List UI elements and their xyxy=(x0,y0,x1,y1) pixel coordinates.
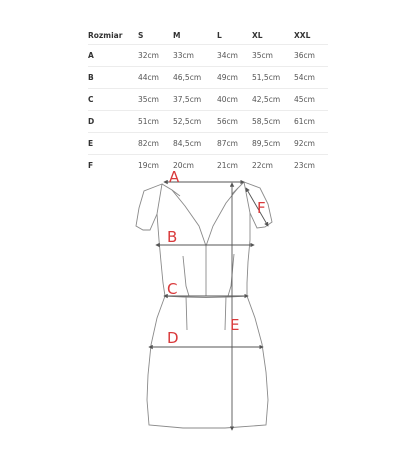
row-label: C xyxy=(88,89,138,111)
table-cell: 49cm xyxy=(217,67,252,89)
row-label: D xyxy=(88,111,138,133)
table-cell: 44cm xyxy=(138,67,173,89)
table-cell: 42,5cm xyxy=(252,89,294,111)
header-cell: Rozmiar xyxy=(88,30,123,40)
collar-edge xyxy=(172,188,238,196)
measure-f-label: F xyxy=(257,199,266,217)
table-cell: 89,5cm xyxy=(252,133,294,155)
table-cell: 51cm xyxy=(138,111,173,133)
measure-d-label: D xyxy=(167,329,179,347)
table-cell: 20cm xyxy=(173,155,217,177)
table-cell: 52,5cm xyxy=(173,111,217,133)
table-cell: 19cm xyxy=(138,155,173,177)
table-cell: 35cm xyxy=(252,45,294,67)
measure-c-label: C xyxy=(167,280,178,298)
header-cell: M xyxy=(173,30,181,40)
measure-a-label: A xyxy=(169,168,180,186)
table-cell: 45cm xyxy=(294,89,328,111)
table-cell: 84,5cm xyxy=(173,133,217,155)
table-cell: 61cm xyxy=(294,111,328,133)
skirt xyxy=(147,296,268,428)
table-cell: 35cm xyxy=(138,89,173,111)
table-cell: 46,5cm xyxy=(173,67,217,89)
measure-e-label: E xyxy=(230,316,240,334)
table-cell: 33cm xyxy=(173,45,217,67)
header-cell: XL xyxy=(252,30,263,40)
table-cell: 23cm xyxy=(294,155,328,177)
table-cell: 22cm xyxy=(252,155,294,177)
table-cell: 82cm xyxy=(138,133,173,155)
row-label: E xyxy=(88,133,138,155)
table-cell: 36cm xyxy=(294,45,328,67)
table-cell: 37,5cm xyxy=(173,89,217,111)
row-label: A xyxy=(88,45,138,67)
table-cell: 87cm xyxy=(217,133,252,155)
table-cell: 51,5cm xyxy=(252,67,294,89)
table-cell: 21cm xyxy=(217,155,252,177)
table-cell: 56cm xyxy=(217,111,252,133)
bodice-right xyxy=(247,213,250,296)
header-cell: L xyxy=(217,30,222,40)
bodice-darts xyxy=(183,254,234,330)
table-cell: 32cm xyxy=(138,45,173,67)
bodice-left xyxy=(157,214,165,296)
header-cell: S xyxy=(138,30,144,40)
table-cell: 34cm xyxy=(217,45,252,67)
table-cell: 92cm xyxy=(294,133,328,155)
row-label: F xyxy=(88,155,138,177)
header-cell: XXL xyxy=(294,30,311,40)
row-label: B xyxy=(88,67,138,89)
table-cell: 40cm xyxy=(217,89,252,111)
dress-outline xyxy=(136,182,272,428)
measure-b-label: B xyxy=(167,228,178,246)
table-cell: 54cm xyxy=(294,67,328,89)
table-cell: 58,5cm xyxy=(252,111,294,133)
